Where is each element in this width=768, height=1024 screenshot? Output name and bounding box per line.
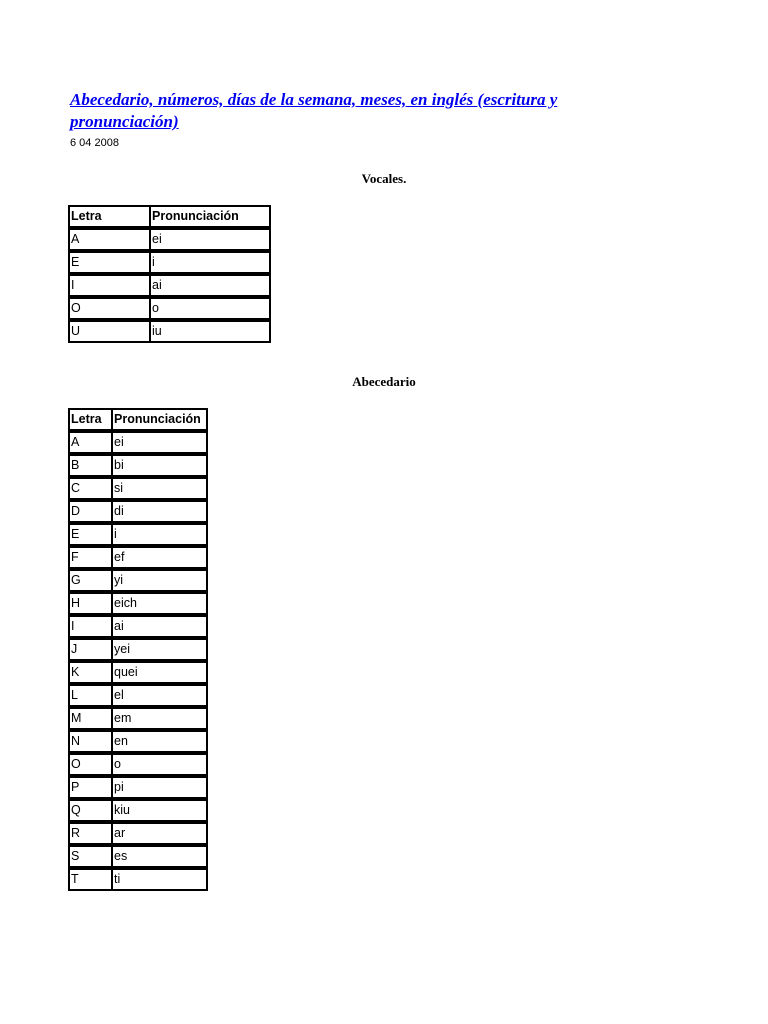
abecedario-table-row <box>68 477 208 500</box>
abecedario-cell-letra: A <box>68 431 111 454</box>
abecedario-table-row <box>68 592 208 615</box>
abecedario-cell-letra: K <box>68 661 111 684</box>
abecedario-table <box>68 408 208 891</box>
vocales-cell-pronunciacion: ei <box>149 228 271 251</box>
abecedario-cell-letra: G <box>68 569 111 592</box>
abecedario-table-row <box>68 730 208 753</box>
abecedario-cell-letra: M <box>68 707 111 730</box>
abecedario-header-letra: Letra <box>68 408 111 431</box>
abecedario-table-row <box>68 822 208 845</box>
abecedario-cell-pronunciacion: pi <box>111 776 208 799</box>
abecedario-table-row <box>68 776 208 799</box>
abecedario-cell-letra: E <box>68 523 111 546</box>
abecedario-cell-letra: O <box>68 753 111 776</box>
abecedario-cell-letra: C <box>68 477 111 500</box>
abecedario-cell-pronunciacion: ei <box>111 431 208 454</box>
abecedario-table-row <box>68 523 208 546</box>
abecedario-cell-pronunciacion: yei <box>111 638 208 661</box>
abecedario-cell-letra: P <box>68 776 111 799</box>
vocales-header-row <box>68 205 271 228</box>
abecedario-cell-pronunciacion: ai <box>111 615 208 638</box>
vocales-cell-pronunciacion: o <box>149 297 271 320</box>
abecedario-table-row <box>68 500 208 523</box>
vocales-table-body <box>68 205 271 343</box>
vocales-table-row <box>68 251 271 274</box>
abecedario-table-body <box>68 408 208 891</box>
section-heading-vocales: Vocales. <box>361 171 407 186</box>
vocales-cell-pronunciacion: i <box>149 251 271 274</box>
abecedario-table-row <box>68 661 208 684</box>
abecedario-cell-pronunciacion: o <box>111 753 208 776</box>
vocales-table <box>68 205 271 343</box>
abecedario-cell-letra: B <box>68 454 111 477</box>
abecedario-table-row <box>68 799 208 822</box>
section-heading-abecedario: Abecedario <box>352 374 416 389</box>
abecedario-table-row <box>68 868 208 891</box>
vocales-cell-letra: U <box>68 320 149 343</box>
abecedario-cell-pronunciacion: es <box>111 845 208 868</box>
abecedario-header-pronunciacion: Pronunciación <box>111 408 208 431</box>
page-title-link[interactable]: Abecedario, números, días de la semana, meses, en inglés (escritura y pronunciación) <box>70 90 558 131</box>
abecedario-table-row <box>68 569 208 592</box>
abecedario-cell-pronunciacion: ti <box>111 868 208 891</box>
abecedario-table-row <box>68 615 208 638</box>
abecedario-table-row <box>68 753 208 776</box>
abecedario-cell-pronunciacion: em <box>111 707 208 730</box>
abecedario-table-row <box>68 638 208 661</box>
abecedario-cell-letra: N <box>68 730 111 753</box>
vocales-header-letra: Letra <box>68 205 149 228</box>
abecedario-cell-pronunciacion: en <box>111 730 208 753</box>
abecedario-cell-pronunciacion: quei <box>111 661 208 684</box>
vocales-cell-letra: E <box>68 251 149 274</box>
vocales-cell-pronunciacion: ai <box>149 274 271 297</box>
vocales-cell-letra: A <box>68 228 149 251</box>
abecedario-cell-pronunciacion: kiu <box>111 799 208 822</box>
abecedario-cell-letra: H <box>68 592 111 615</box>
abecedario-cell-letra: I <box>68 615 111 638</box>
abecedario-cell-letra: J <box>68 638 111 661</box>
abecedario-cell-pronunciacion: i <box>111 523 208 546</box>
abecedario-cell-pronunciacion: yi <box>111 569 208 592</box>
vocales-cell-letra: I <box>68 274 149 297</box>
vocales-cell-pronunciacion: iu <box>149 320 271 343</box>
abecedario-cell-letra: S <box>68 845 111 868</box>
abecedario-cell-pronunciacion: bi <box>111 454 208 477</box>
abecedario-table-row <box>68 546 208 569</box>
abecedario-cell-pronunciacion: el <box>111 684 208 707</box>
abecedario-table-row <box>68 684 208 707</box>
abecedario-header-row <box>68 408 208 431</box>
abecedario-table-row <box>68 454 208 477</box>
vocales-header-pronunciacion: Pronunciación <box>149 205 271 228</box>
abecedario-table-row <box>68 845 208 868</box>
abecedario-cell-letra: D <box>68 500 111 523</box>
abecedario-cell-letra: Q <box>68 799 111 822</box>
page-date: 6 04 2008 <box>70 137 119 149</box>
vocales-table-row <box>68 228 271 251</box>
vocales-cell-letra: O <box>68 297 149 320</box>
vocales-table-row <box>68 274 271 297</box>
abecedario-cell-letra: F <box>68 546 111 569</box>
abecedario-cell-pronunciacion: di <box>111 500 208 523</box>
abecedario-cell-pronunciacion: si <box>111 477 208 500</box>
abecedario-table-row <box>68 707 208 730</box>
abecedario-cell-pronunciacion: eich <box>111 592 208 615</box>
abecedario-cell-letra: T <box>68 868 111 891</box>
abecedario-table-row <box>68 431 208 454</box>
abecedario-cell-pronunciacion: ar <box>111 822 208 845</box>
abecedario-cell-pronunciacion: ef <box>111 546 208 569</box>
abecedario-cell-letra: L <box>68 684 111 707</box>
abecedario-cell-letra: R <box>68 822 111 845</box>
vocales-table-row <box>68 320 271 343</box>
vocales-table-row <box>68 297 271 320</box>
